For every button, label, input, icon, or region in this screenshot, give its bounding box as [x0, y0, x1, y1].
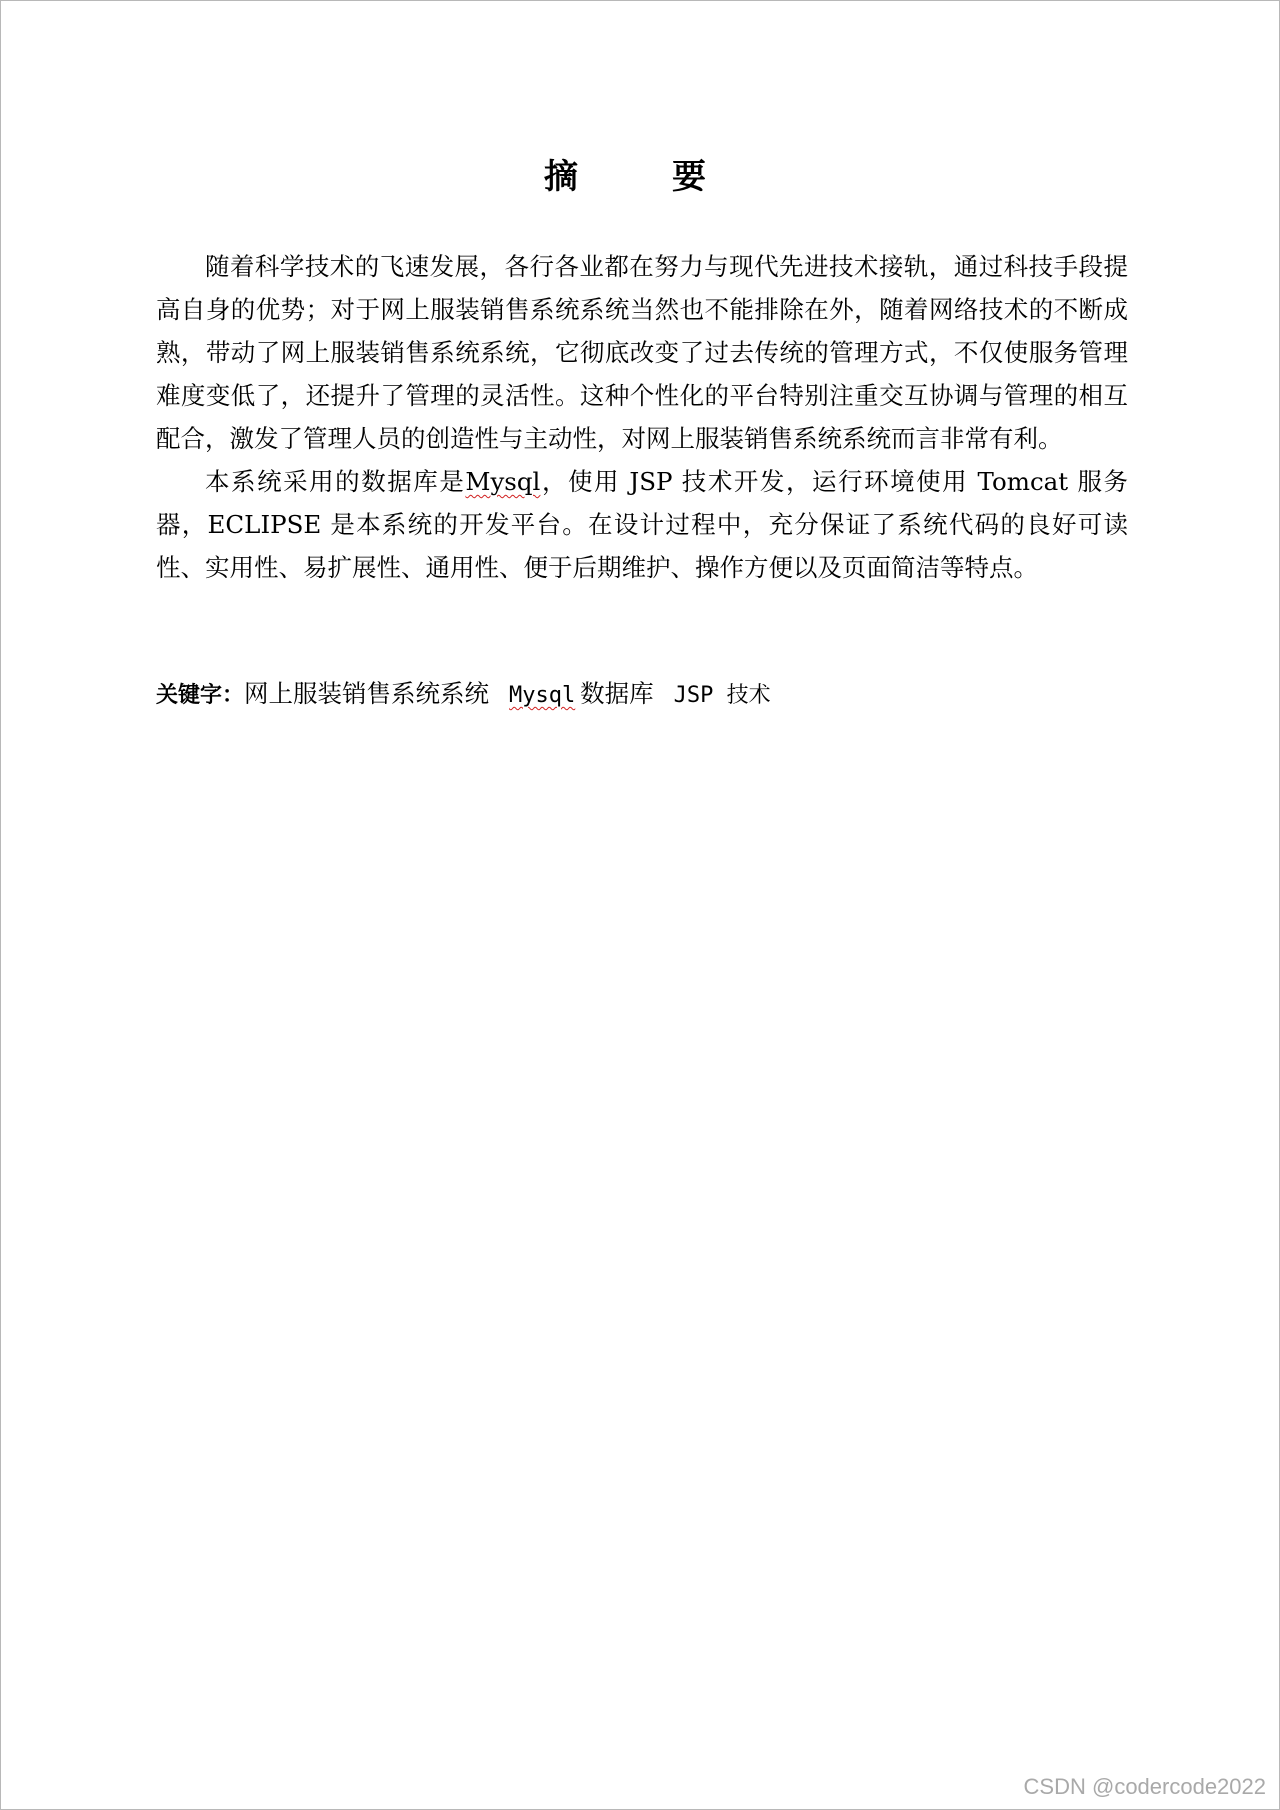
abstract-paragraph-1: 随着科学技术的飞速发展，各行各业都在努力与现代先进技术接轨，通过科技手段提高自身的优势；对于网上服装销售系统系统当然也不能排除在外，随着网络技术的不断成熟，带动了网上服装销售系统系统，它彻底改变了过去传统的管理方式，不仅使服务管理难度变低了，还提升了管理的灵活性。这种个性化的平台特别注重交互协调与管理的相互配合，激发了管理人员的创造性与主动性，对网上服装销售系统系统而言非常有利。 [156, 252, 1128, 453]
keyword-item: 网上服装销售系统系统 [244, 679, 490, 708]
abstract-paragraph-2 [156, 460, 1128, 589]
spellcheck-marked-word: Mysql [465, 467, 541, 496]
keywords-line [156, 677, 771, 713]
paragraph-2-text-before: 本系统采用的数据库是 [205, 467, 466, 496]
watermark: CSDN @codercode2022 [1023, 1774, 1266, 1799]
abstract-body [156, 245, 1128, 589]
keyword-item-marked: Mysql [509, 683, 576, 708]
paragraph-2-text-after: ，使用 JSP 技术开发，运行环境使用 Tomcat 服务器，ECLIPSE 是本系统的开发平台。在设计过程中，充分保证了系统代码的良好可读性、实用性、易扩展性、通用性、便于后期维护、操作方便以及页面简洁等特点。 [156, 467, 1128, 582]
keyword-item: 数据库 [580, 679, 654, 708]
page-title: 摘 要 [544, 157, 736, 197]
keywords-label: 关键字： [156, 683, 245, 708]
keyword-item: JSP 技术 [673, 683, 771, 708]
